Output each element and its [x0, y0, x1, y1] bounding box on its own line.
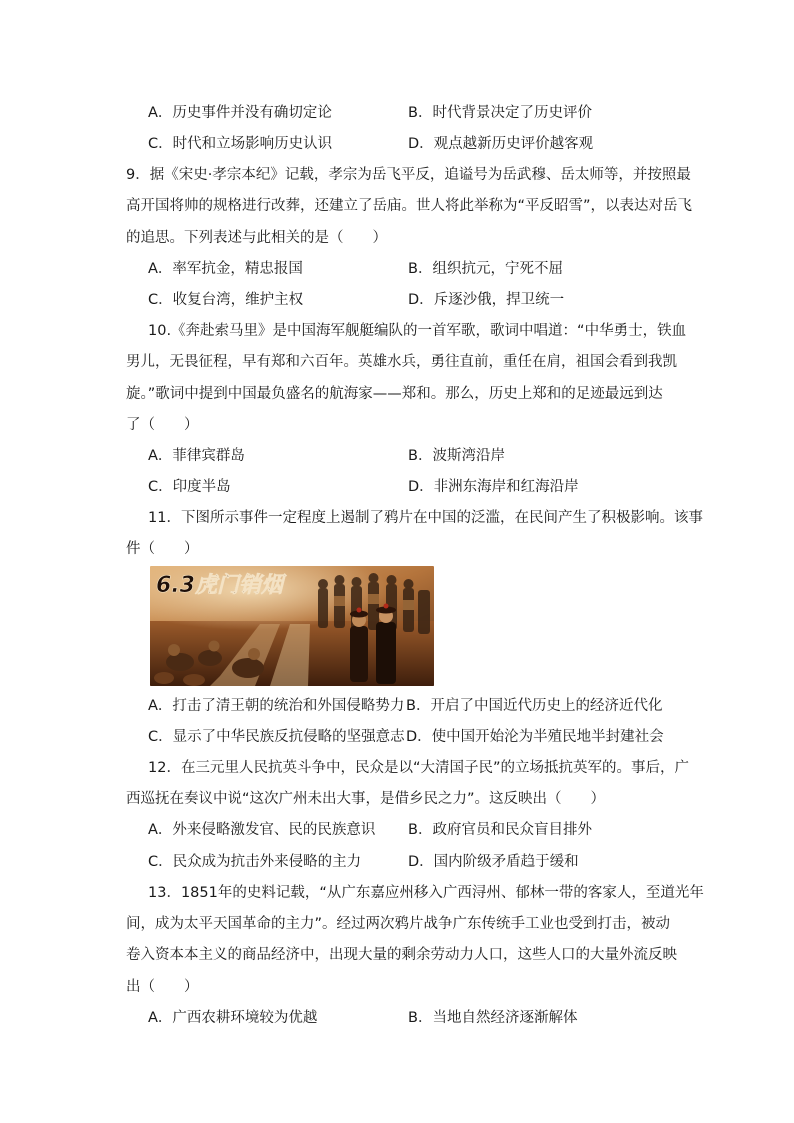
q12-stem-line-1: 12．在三元里人民抗英斗争中，民众是以“大清国子民”的立场抵抗英军的。事后，广 [148, 760, 689, 776]
q13-option-a[interactable]: A．广西农耕环境较为优越 [148, 1010, 318, 1026]
q10-option-a[interactable]: A．菲律宾群岛 [148, 448, 245, 464]
q11-option-b[interactable]: B．开启了中国近代历史上的经济近代化 [406, 698, 663, 714]
q8-option-d[interactable]: D．观点越新历史评价越客观 [408, 136, 594, 152]
q9-option-b[interactable]: B．组织抗元，宁死不屈 [408, 261, 563, 277]
q8-option-b[interactable]: B．时代背景决定了历史评价 [408, 105, 592, 121]
q11-stem-line-2: 件（ ） [126, 541, 199, 557]
q12-option-b[interactable]: B．政府官员和民众盲目排外 [408, 822, 592, 838]
q11-stem-line-1: 11．下图所示事件一定程度上遏制了鸦片在中国的泛滥，在民间产生了积极影响。该事 [148, 510, 703, 526]
q13-stem-line-2: 间，成为太平天国革命的主力”。经过两次鸦片战争广东传统手工业也受到打击，被动 [126, 916, 671, 932]
q13-stem-line-4: 出（ ） [126, 979, 199, 995]
q9-option-a[interactable]: A．率军抗金，精忠报国 [148, 261, 303, 277]
q9-option-c[interactable]: C．收复台湾，维护主权 [148, 292, 304, 308]
q9-stem-line-2: 高开国将帅的规格进行改葬，还建立了岳庙。世人将此举称为“平反昭雪”，以表达对岳飞 [126, 198, 693, 214]
q9-stem-line-1: 9．据《宋史·孝宗本纪》记载，孝宗为岳飞平反，追谥号为岳武穆、岳太师等，并按照最 [126, 167, 691, 183]
q10-option-b[interactable]: B．波斯湾沿岸 [408, 448, 505, 464]
q11-option-a[interactable]: A．打击了清王朝的统治和外国侵略势力 [148, 698, 405, 714]
image-title-text: 6.3虎门销烟 [156, 573, 283, 598]
q10-stem-line-4: 了（ ） [126, 417, 199, 433]
q12-stem-line-2: 西巡抚在奏议中说“这次广州未出大事，是借乡民之力”。这反映出（ ） [126, 791, 606, 807]
q12-option-c[interactable]: C．民众成为抗击外来侵略的主力 [148, 854, 362, 870]
q11-option-d[interactable]: D．使中国开始沦为半殖民地半封建社会 [406, 729, 664, 745]
q12-option-d[interactable]: D．国内阶级矛盾趋于缓和 [408, 854, 579, 870]
q10-option-d[interactable]: D．非洲东海岸和红海沿岸 [408, 479, 579, 495]
q11-option-c[interactable]: C．显示了中华民族反抗侵略的坚强意志 [148, 729, 405, 745]
humen-opium-destruction-image [150, 566, 434, 686]
q10-option-c[interactable]: C．印度半岛 [148, 479, 231, 495]
q9-option-d[interactable]: D．斥逐沙俄，捍卫统一 [408, 292, 565, 308]
q13-stem-line-3: 卷入资本本主义的商品经济中，出现大量的剩余劳动力人口，这些人口的大量外流反映 [126, 947, 677, 963]
q9-stem-line-3: 的追思。下列表述与此相关的是（ ） [126, 230, 387, 246]
q8-option-c[interactable]: C．时代和立场影响历史认识 [148, 136, 333, 152]
q13-stem-line-1: 13．1851年的史料记载，“从广东嘉应州移入广西浔州、郁林一带的客家人，至道光年 [148, 885, 704, 901]
q10-stem-line-2: 男儿，无畏征程，早有郑和六百年。英雄水兵，勇往直前，重任在肩，祖国会看到我凯 [126, 354, 677, 370]
q10-stem-line-3: 旋。”歌词中提到中国最负盛名的航海家——郑和。那么，历史上郑和的足迹最远到达 [126, 386, 663, 402]
q13-option-b[interactable]: B．当地自然经济逐渐解体 [408, 1010, 578, 1026]
q8-option-a[interactable]: A．历史事件并没有确切定论 [148, 105, 332, 121]
q12-option-a[interactable]: A．外来侵略激发官、民的民族意识 [148, 822, 376, 838]
q10-stem-line-1: 10.《奔赴索马里》是中国海军舰艇编队的一首军歌，歌词中唱道：“中华勇士，铁血 [148, 323, 687, 339]
